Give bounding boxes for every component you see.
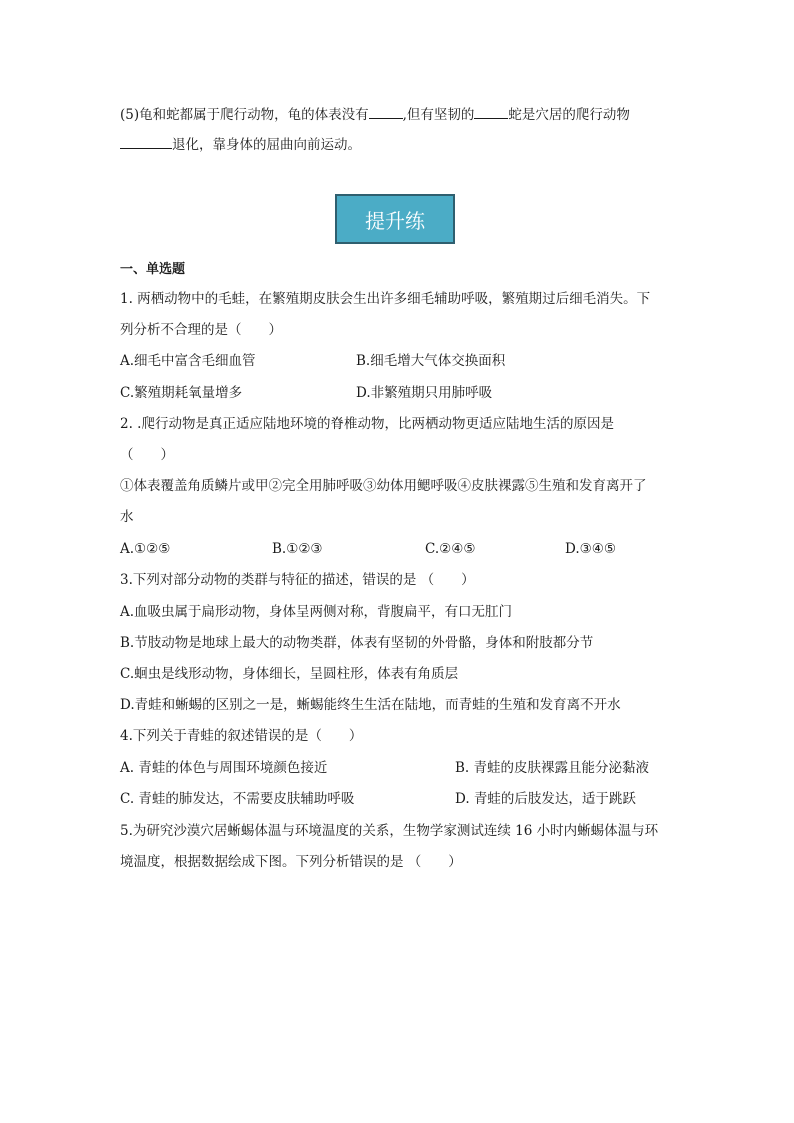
q2-stem-line-4: 水 — [120, 509, 134, 525]
intro-text-c: 蛇是穴居的爬行动物 — [508, 107, 630, 123]
q1-option-b[interactable]: B.细毛增大气体交换面积 — [356, 353, 506, 369]
q3-option-c[interactable]: C.蛔虫是线形动物，身体细长，呈圆柱形，体表有角质层 — [120, 666, 459, 682]
q1-option-c[interactable]: C.繁殖期耗氧量增多 — [120, 385, 243, 401]
answer-blank[interactable] — [369, 104, 403, 119]
intro-text-d: 退化，靠身体的屈曲向前运动。 — [172, 137, 361, 153]
q3-option-a[interactable]: A.血吸虫属于扁形动物，身体呈两侧对称，背腹扁平，有口无肛门 — [120, 604, 513, 620]
q4-option-c[interactable]: C. 青蛙的肺发达，不需要皮肤辅助呼吸 — [120, 791, 355, 807]
q1-stem-line-2: 列分析不合理的是（ ） — [120, 322, 282, 338]
q4-stem: 4.下列关于青蛙的叙述错误的是（ ） — [120, 728, 363, 744]
q5-stem-line-2: 境温度，根据数据绘成下图。下列分析错误的是 （ ） — [120, 854, 462, 870]
q1-option-a[interactable]: A.细毛中富含毛细血管 — [120, 353, 256, 369]
q3-stem: 3.下列对部分动物的类群与特征的描述，错误的是 （ ） — [120, 572, 475, 588]
q1-stem-line-1: 1. 两栖动物中的毛蛙，在繁殖期皮肤会生出许多细毛辅助呼吸，繁殖期过后细毛消失。下 — [120, 291, 651, 307]
answer-blank[interactable] — [120, 134, 172, 149]
q2-option-c[interactable]: C.②④⑤ — [425, 541, 476, 557]
q3-option-d[interactable]: D.青蛙和蜥蜴的区别之一是，蜥蜴能终生生活在陆地，而青蛙的生殖和发育离不开水 — [120, 697, 621, 713]
intro-text-b: ,但有坚韧的 — [402, 107, 475, 123]
q1-option-d[interactable]: D.非繁殖期只用肺呼吸 — [356, 385, 493, 401]
q5-stem-line-1: 5.为研究沙漠穴居蜥蜴体温与环境温度的关系，生物学家测试连续 16 小时内蜥蜴体温与环 — [120, 823, 659, 839]
q2-option-a[interactable]: A.①②⑤ — [120, 541, 171, 557]
q4-option-d[interactable]: D. 青蛙的后肢发达，适于跳跃 — [455, 791, 636, 807]
q2-stem-line-3: ①体表覆盖角质鳞片或甲②完全用肺呼吸③幼体用鳃呼吸④皮肤裸露⑤生殖和发育离开了 — [120, 478, 647, 494]
section-banner: 提升练 — [335, 194, 455, 244]
q4-option-b[interactable]: B. 青蛙的皮肤裸露且能分泌黏液 — [455, 760, 650, 776]
q4-option-a[interactable]: A. 青蛙的体色与周围环境颜色接近 — [120, 760, 328, 776]
q2-option-d[interactable]: D.③④⑤ — [565, 541, 616, 557]
q2-stem-line-1: 2. .爬行动物是真正适应陆地环境的脊椎动物，比两栖动物更适应陆地生活的原因是 — [120, 416, 614, 432]
section-heading: 一、单选题 — [120, 262, 186, 277]
q2-option-b[interactable]: B.①②③ — [272, 541, 323, 557]
intro-line-1 — [120, 104, 630, 124]
answer-blank[interactable] — [474, 104, 508, 119]
q3-option-b[interactable]: B.节肢动物是地球上最大的动物类群，体表有坚韧的外骨骼，身体和附肢都分节 — [120, 635, 594, 651]
intro-text-a: (5)龟和蛇都属于爬行动物，龟的体表没有 — [120, 107, 369, 123]
intro-line-2 — [120, 134, 361, 154]
q2-stem-line-2: （ ） — [120, 447, 174, 463]
